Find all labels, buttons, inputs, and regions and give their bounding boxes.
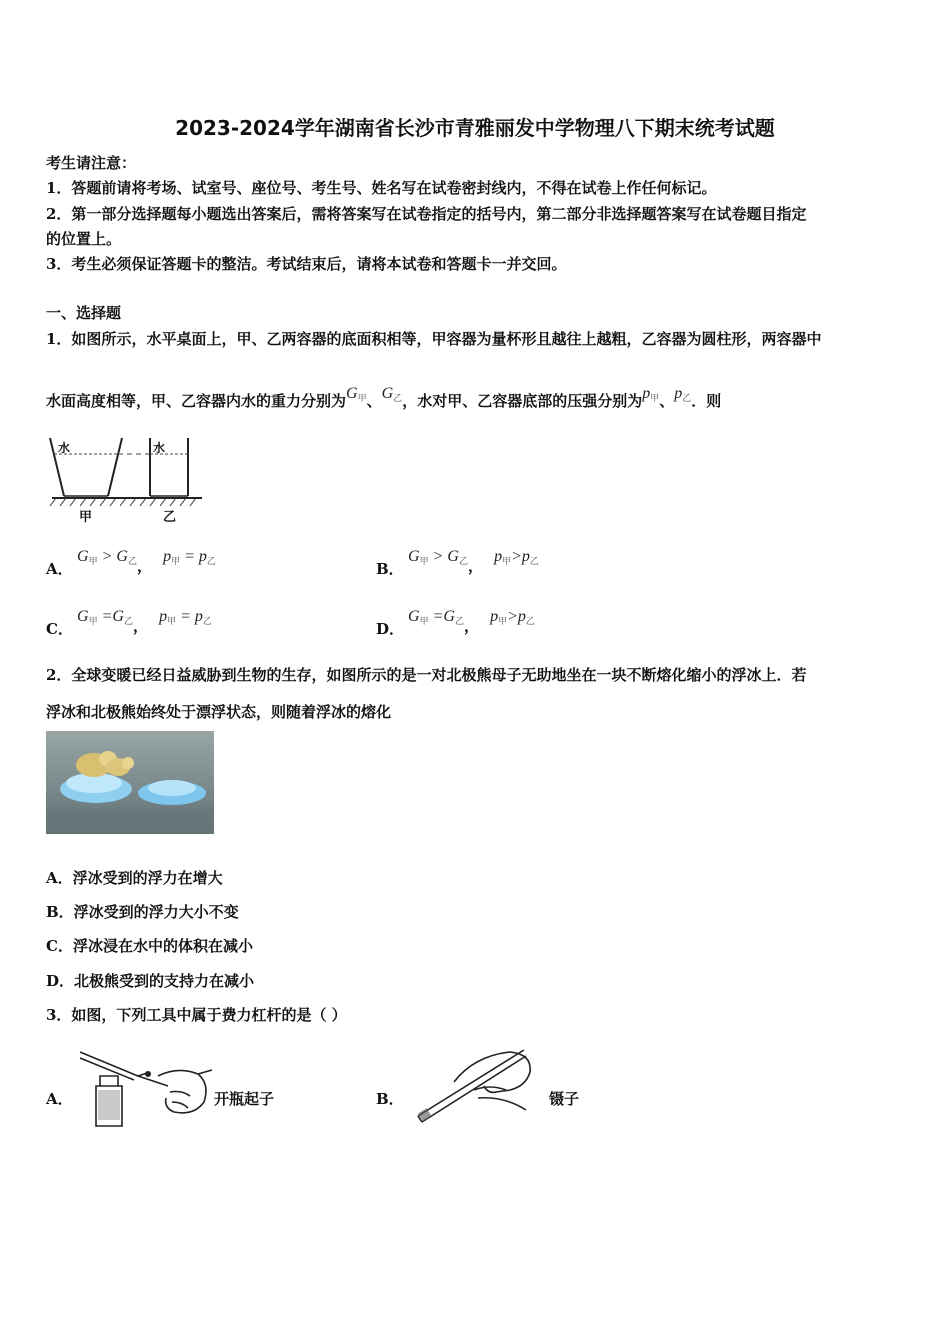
notice-item: 的位置上。 [46, 230, 122, 248]
notice-item: 1．答题前请将考场、试室号、座位号、考生号、姓名写在试卷密封线内，不得在试卷上作任何标记。 [46, 179, 717, 197]
q2-option-b: B．浮冰受到的浮力大小不变 [46, 903, 239, 921]
water-label-1: 水 [58, 441, 71, 455]
polar-bear-photo [46, 731, 214, 834]
symbol-p-jia: $p_甲$ [642, 385, 660, 403]
symbol-p-yi: $p_乙$ [674, 385, 692, 403]
symbol-g-yi: $G_乙$ [381, 385, 403, 403]
option-d-letter: D． [376, 620, 405, 638]
q2-option-d: D．北极熊受到的支持力在减小 [46, 972, 255, 990]
option-a-letter: A． [46, 560, 73, 578]
section-heading: 一、选择题 [46, 304, 122, 322]
notice-item: 2．第一部分选择题每小题选出答案后，需将答案写在试卷指定的括号内，第二部分非选择题答案写在试卷题目指定 [46, 205, 807, 223]
q1-stem-line1: 1．如图所示，水平桌面上，甲、乙两容器的底面积相等，甲容器为量杯形且越往上越粗，乙容器为圆柱形，两容器中 [46, 330, 822, 348]
notice-item: 3．考生必须保证答题卡的整洁。考试结束后，请将本试卷和答题卡一并交回。 [46, 255, 567, 273]
container-label-jia: 甲 [79, 510, 93, 525]
q2-stem-line1: 2．全球变暖已经日益威胁到生物的生存，如图所示的是一对北极熊母子无助地坐在一块不断熔化缩小的浮冰上．若 [46, 666, 807, 684]
container-label-yi: 乙 [163, 510, 177, 525]
q3-option-b-letter: B． [376, 1090, 404, 1108]
q2-option-c: C．浮冰浸在水中的体积在减小 [46, 937, 253, 955]
option-a-formula: $G_甲 > G_乙$， $p_甲 = p_乙$ [77, 548, 216, 575]
bottle-opener-illustration [78, 1046, 214, 1130]
option-b-letter: B． [376, 560, 404, 578]
page-title: 2023-2024学年湖南省长沙市青雅丽发中学物理八下期末统考试题 [175, 116, 775, 140]
tweezers-illustration [414, 1046, 538, 1126]
symbol-g-jia: $G_甲$ [346, 385, 367, 403]
option-d-formula: $G_甲 =G_乙$， $p_甲>p_乙$ [408, 608, 535, 635]
q2-option-a: A．浮冰受到的浮力在增大 [46, 869, 223, 887]
notice-heading: 考生请注意： [46, 154, 137, 172]
q2-stem-line2: 浮冰和北极熊始终处于漂浮状态，则随着浮冰的熔化 [46, 703, 392, 721]
option-b-formula: $G_甲 > G_乙$， $p_甲>p_乙$ [408, 548, 539, 575]
option-c-formula: $G_甲 =G_乙$， $p_甲 = p_乙$ [77, 608, 212, 635]
option-c-letter: C． [46, 620, 73, 638]
q1-stem-line2: 水面高度相等，甲、乙容器内水的重力分别为$G_甲$、$G_乙$，水对甲、乙容器底部的压强分别为$p_甲$、$p_乙$．则 [46, 385, 722, 410]
q3-option-a-letter: A． [46, 1090, 73, 1108]
water-label-2: 水 [153, 441, 166, 455]
q3-stem: 3．如图，下列工具中属于费力杠杆的是（ ） [46, 1006, 347, 1024]
q3-option-a-label: 开瓶起子 [214, 1090, 275, 1108]
q3-option-b-label: 镊子 [549, 1090, 580, 1108]
